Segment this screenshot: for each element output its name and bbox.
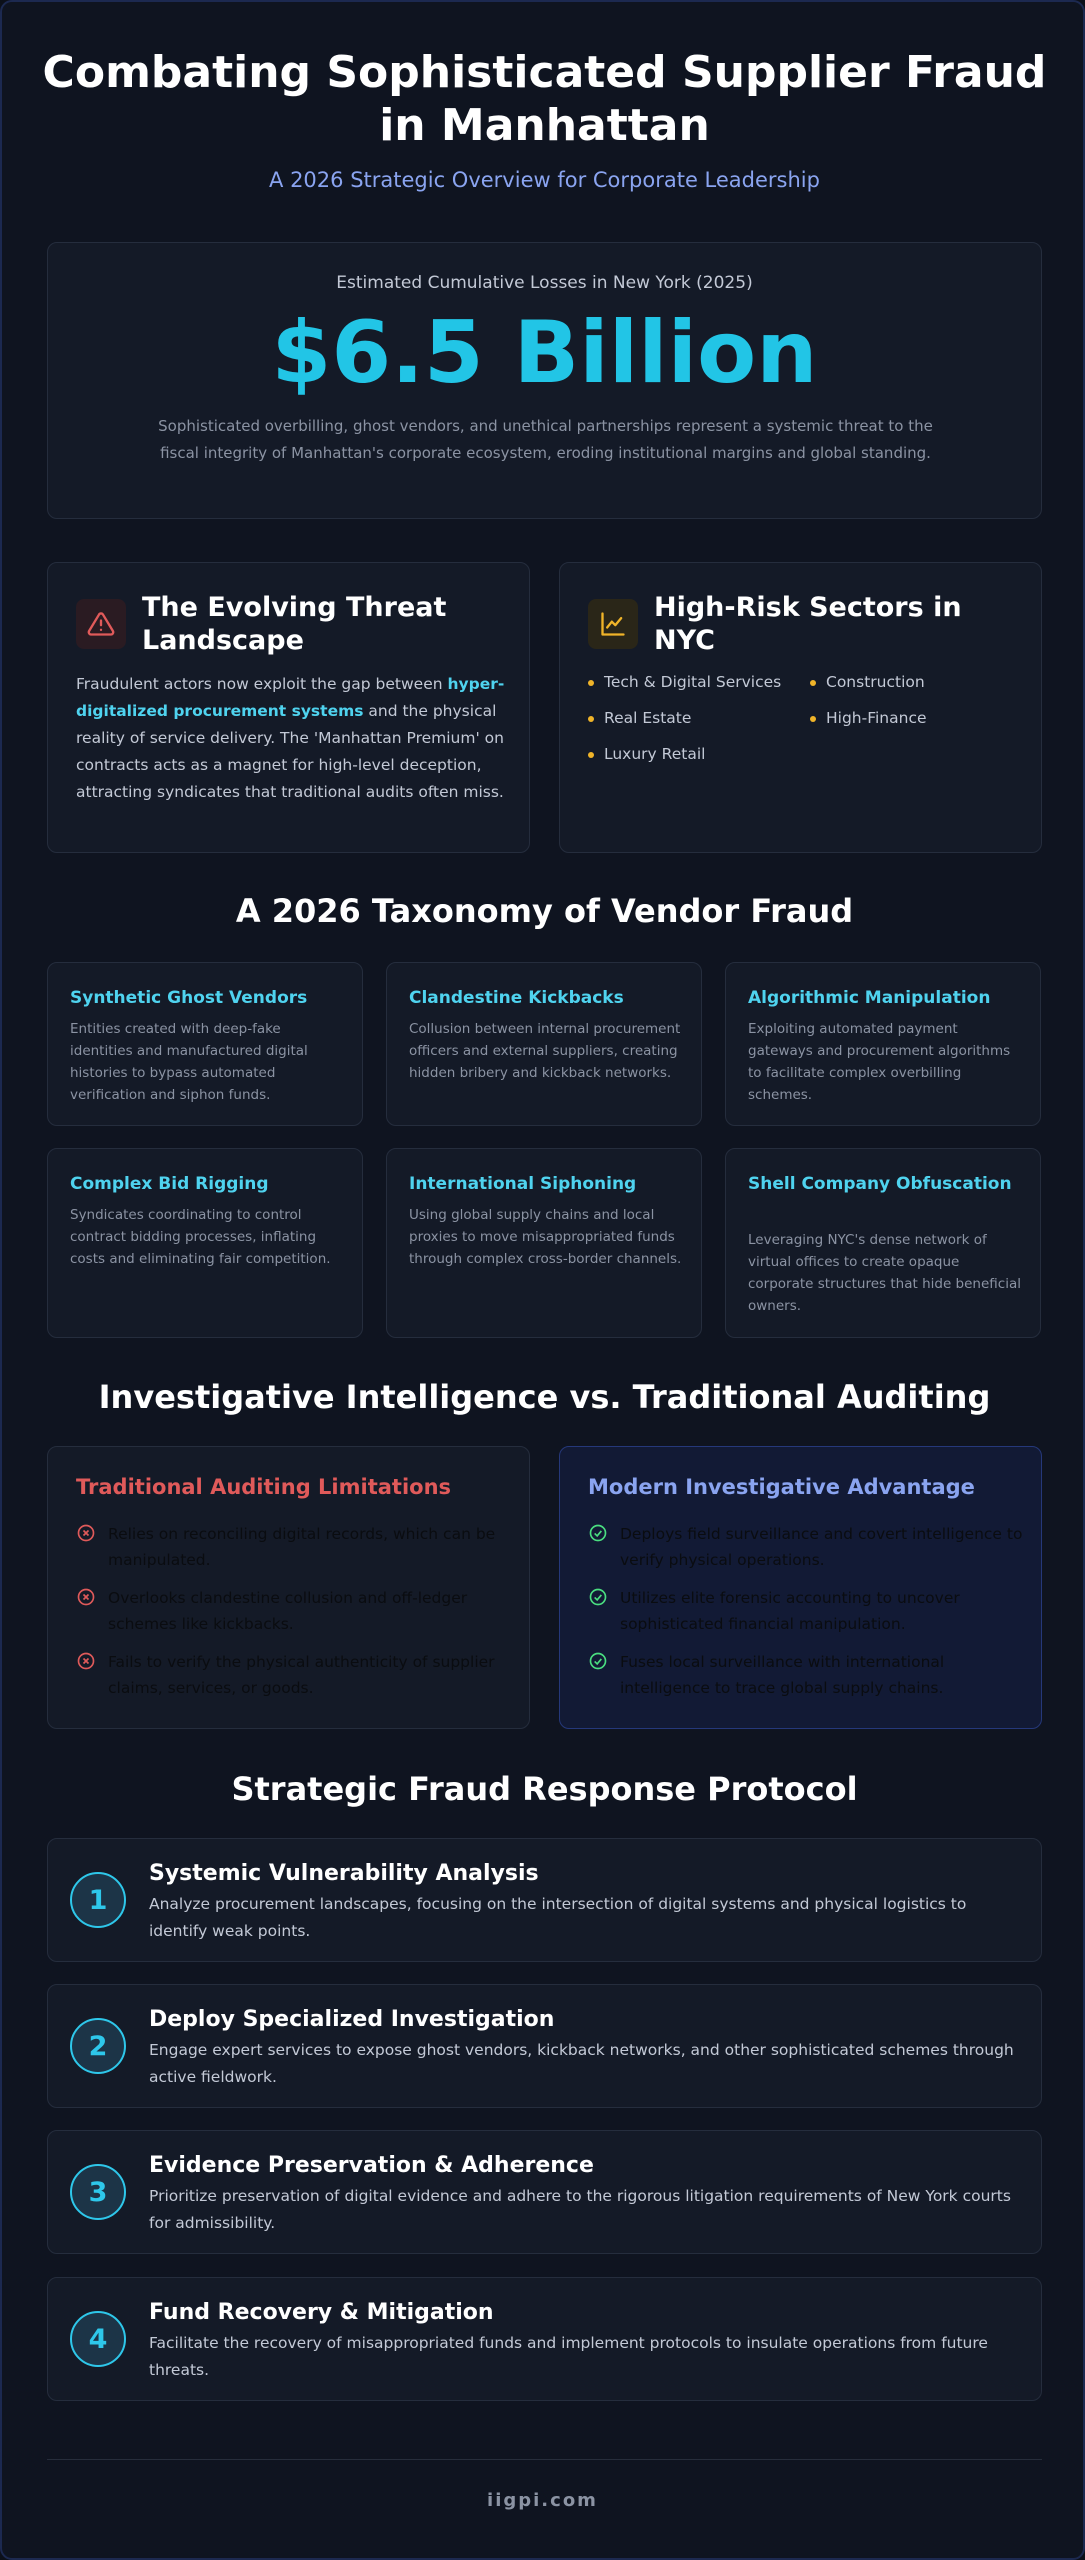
taxonomy-card-description: Leveraging NYC's dense network of virtual offices to create opaque corporate structures that hide beneficial owners. (748, 1232, 1021, 1314)
taxonomy-card (725, 962, 1041, 1126)
taxonomy-heading: A 2026 Taxonomy of Vendor Fraud (235, 892, 854, 930)
warning-icon (76, 599, 126, 649)
modern-investigative-title: Modern Investigative Advantage (588, 1475, 975, 1499)
check-circle-icon (588, 1651, 608, 1671)
step-description: Facilitate the recovery of misappropriated funds and implement protocols to insulate operations from future threats. (149, 2334, 988, 2379)
taxonomy-card-title: Clandestine Kickbacks (409, 988, 624, 1008)
x-circle-icon (76, 1587, 96, 1607)
step-description: Engage expert services to expose ghost vendors, kickback networks, and other sophisticated schemes through active fieldwork. (149, 2041, 1014, 2086)
sector-item: Tech & Digital Services (588, 673, 781, 691)
losses-value: $6.5 Billion (271, 303, 818, 403)
sector-item: Luxury Retail (588, 745, 705, 763)
footer-divider (47, 2459, 1042, 2460)
step-description: Prioritize preservation of digital evidence and adhere to the rigorous litigation requirements of New York courts for admissibility. (149, 2187, 1011, 2232)
taxonomy-card-title: Complex Bid Rigging (70, 1174, 269, 1194)
chart-line-icon (588, 599, 638, 649)
comparison-heading: Investigative Intelligence vs. Traditional Auditing (98, 1378, 991, 1416)
losses-label: Estimated Cumulative Losses in New York (2025) (336, 273, 753, 293)
threat-landscape-text: Fraudulent actors now exploit the gap between hyper-digitalized procurement systems and the physical reality of service delivery. The 'Manhattan Premium' on contracts acts as a magnet for high-level deception, attracting syndicates that traditional audits often miss. (76, 675, 505, 801)
losses-stat-card (47, 242, 1042, 519)
footer-site-link[interactable]: iigpi.com (487, 2490, 598, 2511)
traditional-auditing-card: Traditional Auditing Limitations Relies on reconciling digital records, which can be manipulated. Overlooks clandestine collusion and off-ledger schemes like kickbacks. Fails to verify the physical authenticity of supplier claims, services, or goods. (47, 1446, 530, 1729)
bullet-icon (588, 752, 594, 758)
check-circle-icon (588, 1523, 608, 1543)
bullet-icon (810, 680, 816, 686)
protocol-step (47, 1984, 1042, 2108)
protocol-step (47, 1838, 1042, 1962)
sector-item: Construction (810, 673, 925, 691)
step-title: Systemic Vulnerability Analysis (149, 1861, 539, 1886)
modern-investigative-card: Modern Investigative Advantage Deploys field surveillance and covert intelligence to verify physical operations. Utilizes elite forensic accounting to uncover sophisticated financial manipulation. Fuses local surveillance with international intelligence to trace global supply chains. (559, 1446, 1042, 1729)
step-title: Deploy Specialized Investigation (149, 2007, 555, 2032)
taxonomy-card-description: Exploiting automated payment gateways and procurement algorithms to facilitate complex overbilling schemes. (748, 1021, 1011, 1103)
bullet-icon (588, 716, 594, 722)
step-number: 3 (70, 2164, 126, 2220)
protocol-heading: Strategic Fraud Response Protocol (231, 1770, 858, 1808)
taxonomy-card (386, 1148, 702, 1338)
high-risk-sectors-title: High-Risk Sectors in NYC (654, 592, 962, 656)
taxonomy-card-description: Using global supply chains and local proxies to move misappropriated funds through complex cross-border channels. (409, 1207, 682, 1267)
taxonomy-card-title: Synthetic Ghost Vendors (70, 988, 308, 1008)
taxonomy-card-description: Entities created with deep-fake identities and manufactured digital histories to bypass automated verification and siphon funds. (70, 1021, 308, 1103)
step-title: Fund Recovery & Mitigation (149, 2300, 494, 2325)
traditional-auditing-title: Traditional Auditing Limitations (76, 1475, 452, 1499)
taxonomy-card (47, 1148, 363, 1338)
step-number: 2 (70, 2018, 126, 2074)
page-subtitle: A 2026 Strategic Overview for Corporate Leadership (269, 168, 820, 192)
high-risk-sectors-card (559, 562, 1042, 853)
step-number: 4 (70, 2311, 126, 2367)
taxonomy-card (386, 962, 702, 1126)
taxonomy-card-description: Syndicates coordinating to control contract bidding processes, inflating costs and eliminating fair competition. (70, 1207, 331, 1267)
taxonomy-card-title: Algorithmic Manipulation (748, 988, 991, 1008)
taxonomy-card-title: International Siphoning (409, 1174, 637, 1194)
losses-description: Sophisticated overbilling, ghost vendors, and unethical partnerships represent a systemic threat to the fiscal integrity of Manhattan's corporate ecosystem, eroding institutional margins and global standing. (158, 417, 933, 462)
x-circle-icon (76, 1523, 96, 1543)
sector-item: High-Finance (810, 709, 927, 727)
protocol-step (47, 2130, 1042, 2254)
threat-landscape-card (47, 562, 530, 853)
threat-landscape-title: The Evolving Threat Landscape (142, 592, 447, 656)
step-number: 1 (70, 1872, 126, 1928)
taxonomy-card (47, 962, 363, 1126)
check-circle-icon (588, 1587, 608, 1607)
threat-highlight: hyper-digitalized procurement systems (76, 675, 505, 720)
bullet-icon (810, 716, 816, 722)
step-description: Analyze procurement landscapes, focusing on the intersection of digital systems and physical logistics to identify weak points. (149, 1895, 967, 1940)
taxonomy-card (725, 1148, 1041, 1338)
x-circle-icon (76, 1651, 96, 1671)
protocol-step (47, 2277, 1042, 2401)
bullet-icon (588, 680, 594, 686)
taxonomy-card-title: Shell Company Obfuscation (748, 1174, 1012, 1194)
page-title: Combating Sophisticated Supplier Fraud in Manhattan (42, 47, 1047, 151)
taxonomy-card-description: Collusion between internal procurement officers and external suppliers, creating hidden bribery and kickback networks. (409, 1021, 681, 1081)
step-title: Evidence Preservation & Adherence (149, 2153, 594, 2178)
sector-item: Real Estate (588, 709, 691, 727)
